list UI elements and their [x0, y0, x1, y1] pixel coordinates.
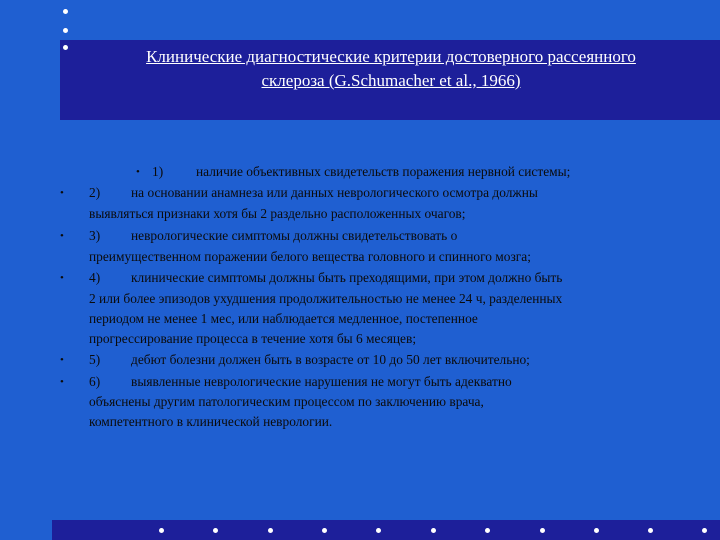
slide-title-line-1: Клинические диагностические критерии достоверного рассеянного: [146, 47, 636, 66]
criterion-text-line: преимущественном поражении белого вещества головного и спинного мозга;: [89, 249, 531, 264]
bullet-marker: •: [60, 272, 64, 284]
criterion-text-line: объяснены другим патологическим процессом по заключению врача,: [89, 394, 484, 409]
criterion-number: 5): [89, 352, 101, 367]
bullet-marker: •: [60, 376, 64, 388]
criterion-text-line: выявляться признаки хотя бы 2 раздельно расположенных очагов;: [89, 206, 466, 221]
criterion-text-line: компетентного в клинической неврологии.: [89, 414, 333, 429]
criterion-number: 4): [89, 270, 101, 285]
criterion-number: 1): [152, 164, 164, 179]
bullet-marker: •: [60, 187, 64, 199]
criterion-text-line: неврологические симптомы должны свидетельствовать о: [131, 228, 458, 243]
criterion-number: 2): [89, 185, 101, 200]
bullet-marker: •: [60, 354, 64, 366]
slide-title-line-2: склероза (G.Schumacher et al., 1966): [261, 71, 521, 90]
criterion-text: наличие объективных свидетельств поражения нервной системы;: [196, 164, 571, 179]
criterion-text: дебют болезни должен быть в возрасте от 10 до 50 лет включительно;: [131, 352, 530, 367]
criterion-text-line: на основании анамнеза или данных неврологического осмотра должны: [131, 185, 538, 200]
criterion-text-line: выявленные неврологические нарушения не могут быть адекватно: [131, 374, 512, 389]
criterion-number: 6): [89, 374, 101, 389]
criterion-text-line: периодом не менее 1 мес, или наблюдается медленное, постепенное: [89, 311, 478, 326]
criterion-text-line: прогрессирование процесса в течение хотя бы 6 месяцев;: [89, 331, 417, 346]
criterion-number: 3): [89, 228, 101, 243]
criterion-text-line: клинические симптомы должны быть преходящими, при этом должно быть: [131, 270, 563, 285]
bullet-marker: •: [60, 230, 64, 242]
criterion-text-line: 2 или более эпизодов ухудшения продолжительностью не менее 24 ч, разделенных: [89, 291, 563, 306]
bullet-marker: •: [136, 166, 140, 178]
